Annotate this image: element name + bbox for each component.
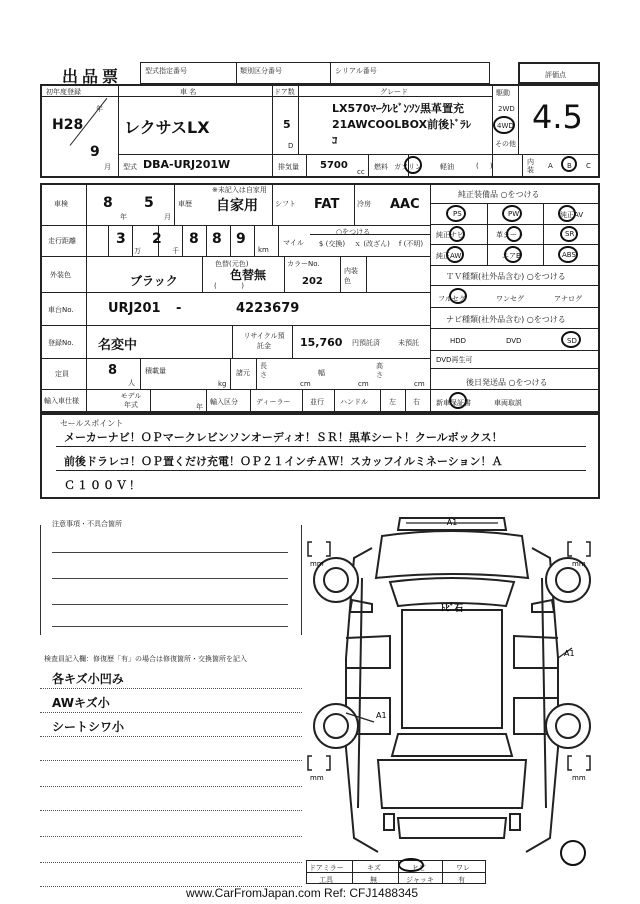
handle-left: 左 xyxy=(389,398,396,406)
model-year-unit: 年 xyxy=(196,403,203,411)
model-label: 型式 xyxy=(123,163,137,171)
navi-dvd: DVD xyxy=(506,337,522,345)
kg-unit: kg xyxy=(218,380,227,388)
grade-label: グレード xyxy=(380,88,408,96)
mark-label: ○をつける xyxy=(336,228,371,236)
chassis-number: 4223679 xyxy=(236,301,300,316)
fuel-label: 燃料 xyxy=(374,163,388,171)
tv-fullseg-circle xyxy=(449,288,467,304)
equip-airbag-circle xyxy=(504,246,522,263)
equip-sr-circle xyxy=(560,226,578,242)
load-label: 積載量 xyxy=(145,367,166,375)
equip-genuine-aw: 純正AW xyxy=(436,252,462,260)
capacity-label: 定員 xyxy=(55,370,69,378)
equip-ps: PS xyxy=(453,210,462,218)
mark-option-unknown: f (不明) xyxy=(398,240,424,248)
tv-analog: アナログ xyxy=(554,295,582,303)
doors-value: 5 xyxy=(283,118,291,131)
dims-label: 諸元 xyxy=(236,369,250,377)
legend-break: ワレ xyxy=(456,864,470,872)
length-cm: cm xyxy=(300,380,311,388)
handle-right: 右 xyxy=(413,398,420,406)
left-side-damage-mark: A1 xyxy=(376,711,387,720)
note-line-1: 各キズ小凹み xyxy=(52,672,124,686)
history-label: 車歴 xyxy=(178,200,192,208)
legend-jack-value: 有 xyxy=(458,876,465,884)
drive-label: 駆動 xyxy=(496,89,510,97)
equip-genuine-navi: 純正ナビ xyxy=(436,231,464,239)
evaluation-score: 4.5 xyxy=(532,98,583,136)
right-bottom-circle xyxy=(560,840,586,866)
first-registration-year: H28 xyxy=(52,117,84,133)
fuel-gasoline: ガソリン xyxy=(394,163,422,171)
sales-point-label: セールスポイント xyxy=(60,419,124,428)
sales-point-line-2: 前後ドラレコ！ＯＰ置くだけ充電！ＯＰ２１インチＡＷ！スカッフイルミネーション！Ａ xyxy=(64,455,503,468)
chassis-dash: - xyxy=(176,301,182,316)
car-condition-diagram xyxy=(302,508,602,873)
equip-leather-seat: 革シート xyxy=(496,231,524,239)
dvd-playback-label: DVD再生可 xyxy=(436,356,473,364)
interior-a: A xyxy=(548,162,553,170)
navi-sd-circle xyxy=(561,331,581,348)
mileage-digit-2: 2 xyxy=(152,231,162,247)
handle-label: ハンドル xyxy=(340,398,368,406)
mileage-label: 走行距離 xyxy=(48,237,76,245)
genuine-equipment-label: 純正装備品 ○をつける xyxy=(458,190,540,199)
recycle-unpaid: 未預託 xyxy=(398,339,419,347)
equip-genuine-av: 純正AV xyxy=(560,211,584,219)
history-note: ※未記入は自家用 xyxy=(212,186,267,194)
displacement-value: 5700 xyxy=(320,160,348,171)
model-year-label: モデル年式 xyxy=(120,392,142,409)
displacement-label: 排気量 xyxy=(278,163,299,171)
grade-value: LX570ﾏｰｸﾚﾋﾞﾝｿﾝ黒革置充21AWCOOLBOX前後ﾄﾞﾗﾚｺ xyxy=(332,102,472,147)
mileage-digit-1: 3 xyxy=(116,231,126,247)
interior-c: C xyxy=(586,162,591,170)
drive-4wd: 4WD xyxy=(497,122,514,130)
caution-bracket xyxy=(40,525,302,635)
door-type: D xyxy=(288,142,294,150)
model-value: DBA-URJ201W xyxy=(143,158,231,171)
import-dealer: ディーラー xyxy=(256,398,291,406)
note-line-2: AWキズ小 xyxy=(52,696,110,710)
model-spec-number-label: 型式指定番号 xyxy=(145,67,187,75)
mm-label-front-right: mm xyxy=(572,560,586,568)
mileage-digit-4: 8 xyxy=(212,231,222,247)
sales-point-line-1: メーカーナビ！ＯＰマークレビンソンオーディオ！ＳＲ！黒革シート！クールボックス！ xyxy=(64,431,503,444)
equip-airbag: エアB xyxy=(502,252,521,260)
inspector-label: 検査員記入欄：修復歴「有」の場合は修復箇所・交換箇所を記入 xyxy=(44,655,247,663)
front-damage-mark: A1 xyxy=(446,518,458,527)
shaken-month: 5 xyxy=(144,195,154,211)
car-name: レクサスLX xyxy=(124,118,210,137)
color-original-label: 色替(元色) xyxy=(215,260,249,268)
navi-sd: SD xyxy=(567,337,577,345)
interior-b: B xyxy=(567,162,572,170)
color-value: ブラック xyxy=(130,274,178,288)
color-number-value: 202 xyxy=(302,276,323,287)
capacity-value: 8 xyxy=(108,363,118,378)
equip-leather-seat-circle xyxy=(506,226,522,242)
navi-hdd: HDD xyxy=(450,337,467,345)
navi-type-label: ナビ種類(社外品含む) ○をつける xyxy=(446,315,566,324)
interior-label: 内装 xyxy=(527,158,534,174)
legend-jack-circle xyxy=(398,858,424,872)
interior-color-label: 内装色 xyxy=(344,267,358,285)
equip-genuine-aw-circle xyxy=(446,246,464,263)
month-unit: 月 xyxy=(104,163,111,171)
equip-pw-circle xyxy=(502,205,522,222)
width-cm: cm xyxy=(358,380,369,388)
mileage-digit-5: 9 xyxy=(236,231,246,247)
evaluation-label: 評価点 xyxy=(545,71,566,79)
first-registration-month: 9 xyxy=(90,144,100,160)
legend-jack: ジャッキ xyxy=(406,876,434,884)
recycle-label: リサイクル預託金 xyxy=(243,332,285,350)
width-label: 幅 xyxy=(318,369,325,377)
note-line-3: シートシワ小 xyxy=(52,720,125,734)
height-label: 高さ xyxy=(376,362,383,379)
registration-number-value: 名変中 xyxy=(98,338,138,353)
recycle-paid: 円預託済 xyxy=(352,339,380,347)
shaken-year: 8 xyxy=(103,195,113,211)
registration-number-label: 登録No. xyxy=(48,339,74,347)
mm-label-rear-right: mm xyxy=(572,774,586,782)
chassis-label: 車台No. xyxy=(48,306,74,314)
after-warranty: 新車保証書 xyxy=(436,399,471,407)
drive-2wd: 2WD xyxy=(498,105,515,113)
sen-unit: 千 xyxy=(172,247,179,255)
shift-label: シフト xyxy=(275,200,296,208)
right-side-damage-mark: A1 xyxy=(564,649,575,658)
equip-genuine-av-circle xyxy=(558,205,576,222)
tv-fullseg: フルセグ xyxy=(438,295,466,303)
equip-ps-circle xyxy=(446,205,466,222)
category-number-label: 類別区分番号 xyxy=(240,67,282,75)
doors-label: ドア数 xyxy=(274,88,295,96)
interior-b-circle xyxy=(561,156,577,172)
equip-sr: SR xyxy=(565,230,575,238)
mark-option-tamper: ｘ (改ざん) xyxy=(354,240,390,248)
car-name-label: 車 名 xyxy=(180,88,197,96)
serial-number-label: シリアル番号 xyxy=(335,67,377,75)
history-value: 自家用 xyxy=(216,198,258,214)
man-unit: 万 xyxy=(134,247,141,255)
person-unit: 人 xyxy=(128,379,135,387)
cooler-label: 冷房 xyxy=(357,200,371,208)
legend-tools: 工具 xyxy=(319,876,333,884)
watermark: www.CarFromJapan.com Ref: CFJ1488345 xyxy=(186,886,419,900)
height-cm: cm xyxy=(414,380,425,388)
sales-point-line-3: Ｃ１００Ｖ！ xyxy=(64,479,142,492)
legend-scratch: キズ xyxy=(367,864,381,872)
mm-label-front-left: mm xyxy=(310,560,324,568)
length-label: 長さ xyxy=(260,362,267,379)
first-registration-label: 初年度登録 xyxy=(46,88,81,96)
page-title: 出品票 xyxy=(62,67,123,86)
after-warranty-circle xyxy=(449,392,467,409)
legend-door-mirror: ドアミラー xyxy=(309,864,344,872)
caution-label: 注意事項・不具合箇所 xyxy=(52,520,122,528)
drive-other: その他 xyxy=(495,140,516,148)
mark-option-exchange: $ (交換) xyxy=(318,240,346,248)
import-spec-label: 輸入車仕様 xyxy=(44,397,79,405)
mileage-digit-3: 8 xyxy=(189,231,199,247)
shaken-year-unit: 年 xyxy=(120,213,127,221)
tv-oneseg: ワンセグ xyxy=(496,295,524,303)
after-delivery-label: 後日発送品 ○をつける xyxy=(466,378,548,387)
fuel-light-oil: 軽油 xyxy=(440,163,454,171)
mm-label-rear-left: mm xyxy=(310,774,324,782)
import-parallel: 並行 xyxy=(310,398,324,406)
equip-genuine-navi-circle xyxy=(449,226,465,242)
color-number-label: カラーNo. xyxy=(287,260,320,268)
legend-crack: ヒビ xyxy=(412,864,426,872)
after-manual: 車両取説 xyxy=(494,399,522,407)
equip-pw: PW xyxy=(508,210,520,218)
equip-abs-circle xyxy=(558,246,578,263)
drive-4wd-circle xyxy=(493,116,515,134)
chassis-model: URJ201 xyxy=(108,301,161,316)
mile-label: マイル xyxy=(283,239,304,247)
tv-type-label: ＴＶ種類(社外品含む) ○をつける xyxy=(446,272,566,281)
km-unit: km xyxy=(258,246,269,254)
shaken-month-unit: 月 xyxy=(164,213,171,221)
recycle-amount: 15,760 xyxy=(300,336,343,349)
shaken-label: 車検 xyxy=(54,200,68,208)
color-change-value: 色替無 xyxy=(230,268,267,282)
import-kubun-label: 輸入区分 xyxy=(210,398,238,406)
color-label: 外装色 xyxy=(50,271,71,279)
equip-abs: ABS xyxy=(562,251,576,259)
cooler-value: AAC xyxy=(390,197,420,212)
legend-tools-value: 無 xyxy=(370,876,377,884)
roof-damage-mark: ﾄﾋﾞ石 xyxy=(440,604,464,614)
shift-value: FAT xyxy=(314,197,340,212)
header-code-row xyxy=(140,62,490,84)
year-unit: 年 xyxy=(96,105,103,113)
cc-unit: cc xyxy=(357,168,365,176)
fuel-gasoline-circle xyxy=(404,156,422,174)
